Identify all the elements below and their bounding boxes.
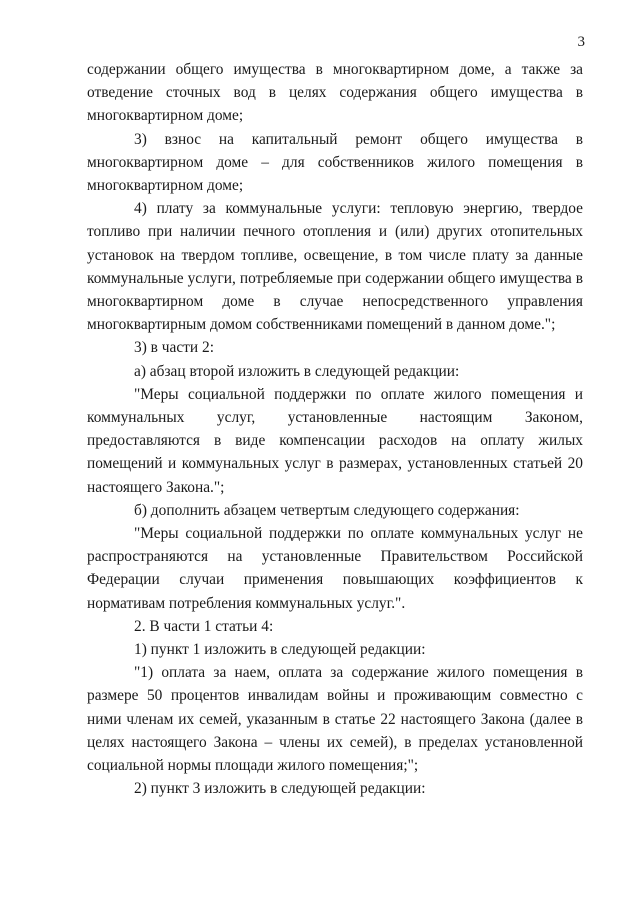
paragraph-point-1: 1) пункт 1 изложить в следующей редакции: — [134, 641, 426, 659]
paragraph-quote-support-measures: "Меры социальной поддержки по оплате жилого помещения и коммунальных услуг, установленные настоящим Законом, предоставляются в виде компенсации расходов на оплату жилых помещений и коммунальных услуг в размерах, установленных статьей 20 настоящего Закона."; — [87, 385, 583, 496]
paragraph-item-3-capital-repair: 3) взнос на капитальный ремонт общего имущества в многоквартирном доме – для собственников жилого помещения в многоквартирном доме; — [87, 130, 583, 195]
paragraph-subitem-a: а) абзац второй изложить в следующей редакции: — [134, 362, 460, 380]
page-number: 3 — [577, 34, 585, 50]
paragraph-quote-rent-payment: "1) оплата за наем, оплата за содержание жилого помещения в размере 50 процентов инвалидам войны и проживающим совместно с ними членам их семей, указанным в статье 22 настоящего Закона (далее в целях настоящего Закона – члены их семей), в пределах установленной социальной нормы площади жилого помещения;"; — [87, 664, 583, 775]
paragraph-continuation: содержании общего имущества в многоквартирном доме, а также за отведение сточных вод в целях содержания общего имущества в многоквартирном доме; — [87, 61, 583, 125]
paragraph-subitem-b: б) дополнить абзацем четвертым следующего содержания: — [134, 501, 520, 519]
paragraph-point-3: 2) пункт 3 изложить в следующей редакции: — [134, 780, 426, 798]
paragraph-quote-coefficients: "Меры социальной поддержки по оплате коммунальных услуг не распространяются на установленные Правительством Российской Федерации случаи применения повышающих коэффициентов к нормативам потребления коммунальных услуг.". — [87, 525, 583, 612]
document-body — [87, 58, 583, 801]
paragraph-part-2: 3) в части 2: — [134, 339, 214, 357]
paragraph-article-4: 2. В части 1 статьи 4: — [134, 617, 274, 635]
paragraph-item-4-utilities: 4) плату за коммунальные услуги: тепловую энергию, твердое топливо при наличии печного отопления и (или) других отопительных установок на твердом топливе, освещение, в том числе плату за данные коммунальные услуги, потребляемые при содержании общего имущества в многоквартирном доме в случае непосредственного управления многоквартирным домом собственниками помещений в данном доме."; — [87, 200, 583, 334]
